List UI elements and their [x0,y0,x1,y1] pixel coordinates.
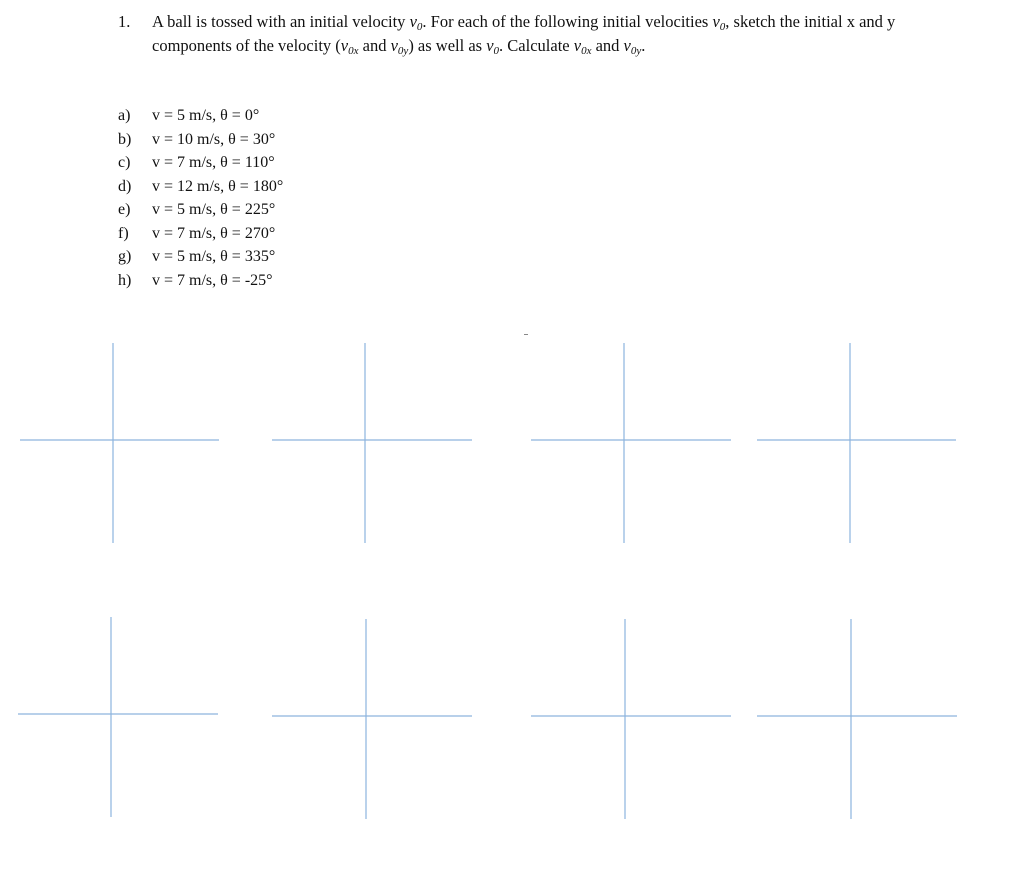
axes-set-5 [18,617,218,817]
part-letter: h) [118,271,132,289]
part-text: v = 7 m/s, θ = 110° [152,154,275,171]
axes-set-4 [757,343,956,543]
question-text: A ball is tossed with an initial velocity $v_0$. For each of the following initial velocities $v_0$, sketch the initial x and y components of the velocity ($v_{0x}$ and $v_{0y}$) as well as $v_0$. Calculate $v_{0x}$ and $v_{0y}$. [152,12,896,57]
part-letter: a) [118,107,131,124]
part-letter: d) [118,177,132,195]
part-text: v = 5 m/s, θ = 225° [152,201,276,218]
part-text: v = 7 m/s, θ = -25° [152,271,273,289]
part-letter: b) [118,130,132,148]
axes-set-2 [272,343,472,543]
part-letter: e) [118,201,131,218]
part-text: v = 10 m/s, θ = 30° [152,130,276,148]
part-text: v = 12 m/s, θ = 180° [152,177,284,195]
part-letter: c) [118,154,131,171]
part-text: v = 5 m/s, θ = 335° [152,248,276,265]
question-number: 1. [118,12,131,31]
axes-set-3 [531,343,731,543]
axes-set-1 [20,343,219,543]
part-letter: f) [118,224,129,242]
part-letter: g) [118,248,132,265]
axes-set-8 [757,619,957,819]
part-text: v = 5 m/s, θ = 0° [152,107,260,124]
axes-set-7 [531,619,731,819]
axes-set-6 [272,619,472,819]
part-text: v = 7 m/s, θ = 270° [152,224,276,242]
